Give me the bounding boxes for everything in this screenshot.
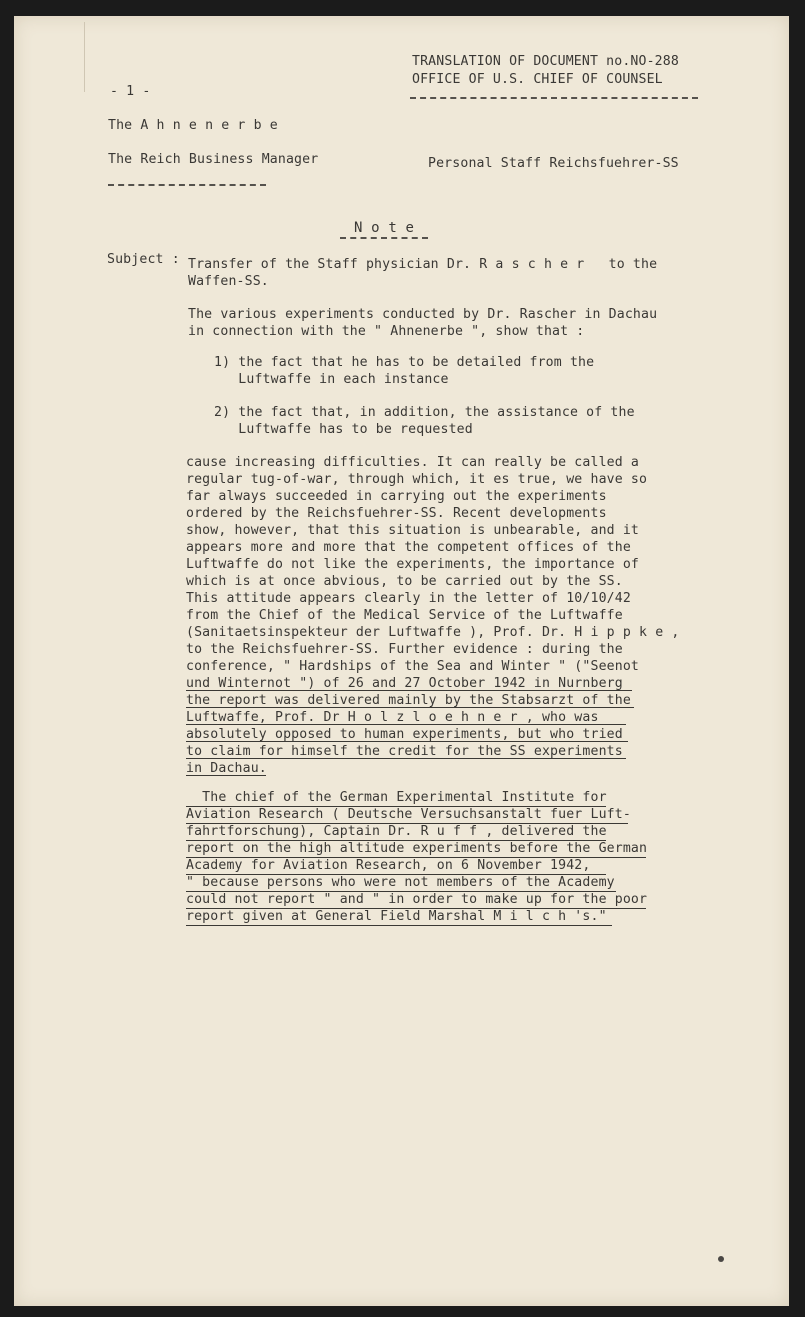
closing-line: " because persons who were not members of the Academy [186, 875, 615, 890]
ink-spot [718, 1256, 724, 1262]
closing-line: report on the high altitude experiments before the German [186, 841, 648, 856]
subject-line-1: Transfer of the Staff physician Dr. R a s c h e r to the [188, 257, 658, 272]
closing-line: The chief of the German Experimental Institute for [186, 790, 607, 805]
translation-line: TRANSLATION OF DOCUMENT no.NO-288 [412, 54, 679, 69]
closing-underline [186, 891, 616, 892]
body-line: from the Chief of the Medical Service of the Luftwaffe [186, 608, 623, 623]
point-1-line-1: 1) the fact that he has to be detailed from the [214, 355, 595, 370]
note-title: N o t e [354, 220, 415, 236]
body-underline [186, 775, 266, 776]
body-line: to claim for himself the credit for the SS experiments [186, 744, 623, 759]
closing-line: fahrtforschung), Captain Dr. R u f f , delivered the [186, 824, 607, 839]
subject-label: Subject : [107, 252, 180, 267]
closing-line: report given at General Field Marshal M i l c h 's." [186, 909, 607, 924]
intro-line: in connection with the " Ahnenerbe ", show that : [188, 324, 585, 339]
left-title: The Reich Business Manager [108, 152, 319, 167]
point-1-line-2: Luftwaffe in each instance [214, 372, 449, 387]
body-line: Luftwaffe do not like the experiments, the importance of [186, 557, 640, 572]
page-fold-mark [84, 22, 85, 92]
closing-underline [186, 857, 646, 858]
closing-underline [186, 823, 628, 824]
body-underline [186, 758, 626, 759]
note-title-underline [340, 237, 428, 239]
body-line: Luftwaffe, Prof. Dr H o l z l o e h n e r , who was [186, 710, 599, 725]
closing-underline [186, 925, 612, 926]
closing-underline [186, 874, 606, 875]
body-line: regular tug-of-war, through which, it es true, we have so [186, 472, 648, 487]
closing-underline [186, 806, 606, 807]
body-line: show, however, that this situation is unbearable, and it [186, 523, 640, 538]
closing-underline [186, 908, 646, 909]
body-line: und Winternot ") of 26 and 27 October 1942 in Nurnberg [186, 676, 623, 691]
header-underline [410, 97, 698, 99]
closing-underline [186, 840, 606, 841]
body-line: absolutely opposed to human experiments, but who tried [186, 727, 623, 742]
org-line: The A h n e n e r b e [108, 118, 278, 133]
point-2-line-1: 2) the fact that, in addition, the assistance of the [214, 405, 635, 420]
body-underline [186, 724, 626, 725]
body-line: which is at once abvious, to be carried out by the SS. [186, 574, 623, 589]
body-line: to the Reichsfuehrer-SS. Further evidence : during the [186, 642, 623, 657]
body-line: cause increasing difficulties. It can really be called a [186, 455, 640, 470]
page-number: - 1 - [110, 84, 151, 99]
body-line: (Sanitaetsinspekteur der Luftwaffe ), Prof. Dr. H i p p k e , [186, 625, 680, 640]
body-line: This attitude appears clearly in the letter of 10/10/42 [186, 591, 631, 606]
subject-line-2: Waffen-SS. [188, 274, 269, 289]
point-2-line-2: Luftwaffe has to be requested [214, 422, 473, 437]
body-line: appears more and more that the competent offices of the [186, 540, 631, 555]
body-underline [186, 690, 632, 691]
closing-line: could not report " and " in order to make up for the poor [186, 892, 648, 907]
body-line: far always succeeded in carrying out the experiments [186, 489, 607, 504]
closing-line: Academy for Aviation Research, on 6 November 1942, [186, 858, 591, 873]
office-line: OFFICE OF U.S. CHIEF OF COUNSEL [412, 72, 663, 87]
body-underline [186, 741, 628, 742]
closing-line: Aviation Research ( Deutsche Versuchsanstalt fuer Luft- [186, 807, 631, 822]
left-title-underline [108, 184, 266, 186]
right-title: Personal Staff Reichsfuehrer-SS [428, 156, 679, 171]
body-underline [186, 707, 634, 708]
body-line: ordered by the Reichsfuehrer-SS. Recent developments [186, 506, 607, 521]
intro-line: The various experiments conducted by Dr. Rascher in Dachau [188, 307, 658, 322]
body-line: the report was delivered mainly by the Stabsarzt of the [186, 693, 631, 708]
body-line: conference, " Hardships of the Sea and Winter " ("Seenot [186, 659, 640, 674]
body-line: in Dachau. [186, 761, 267, 776]
